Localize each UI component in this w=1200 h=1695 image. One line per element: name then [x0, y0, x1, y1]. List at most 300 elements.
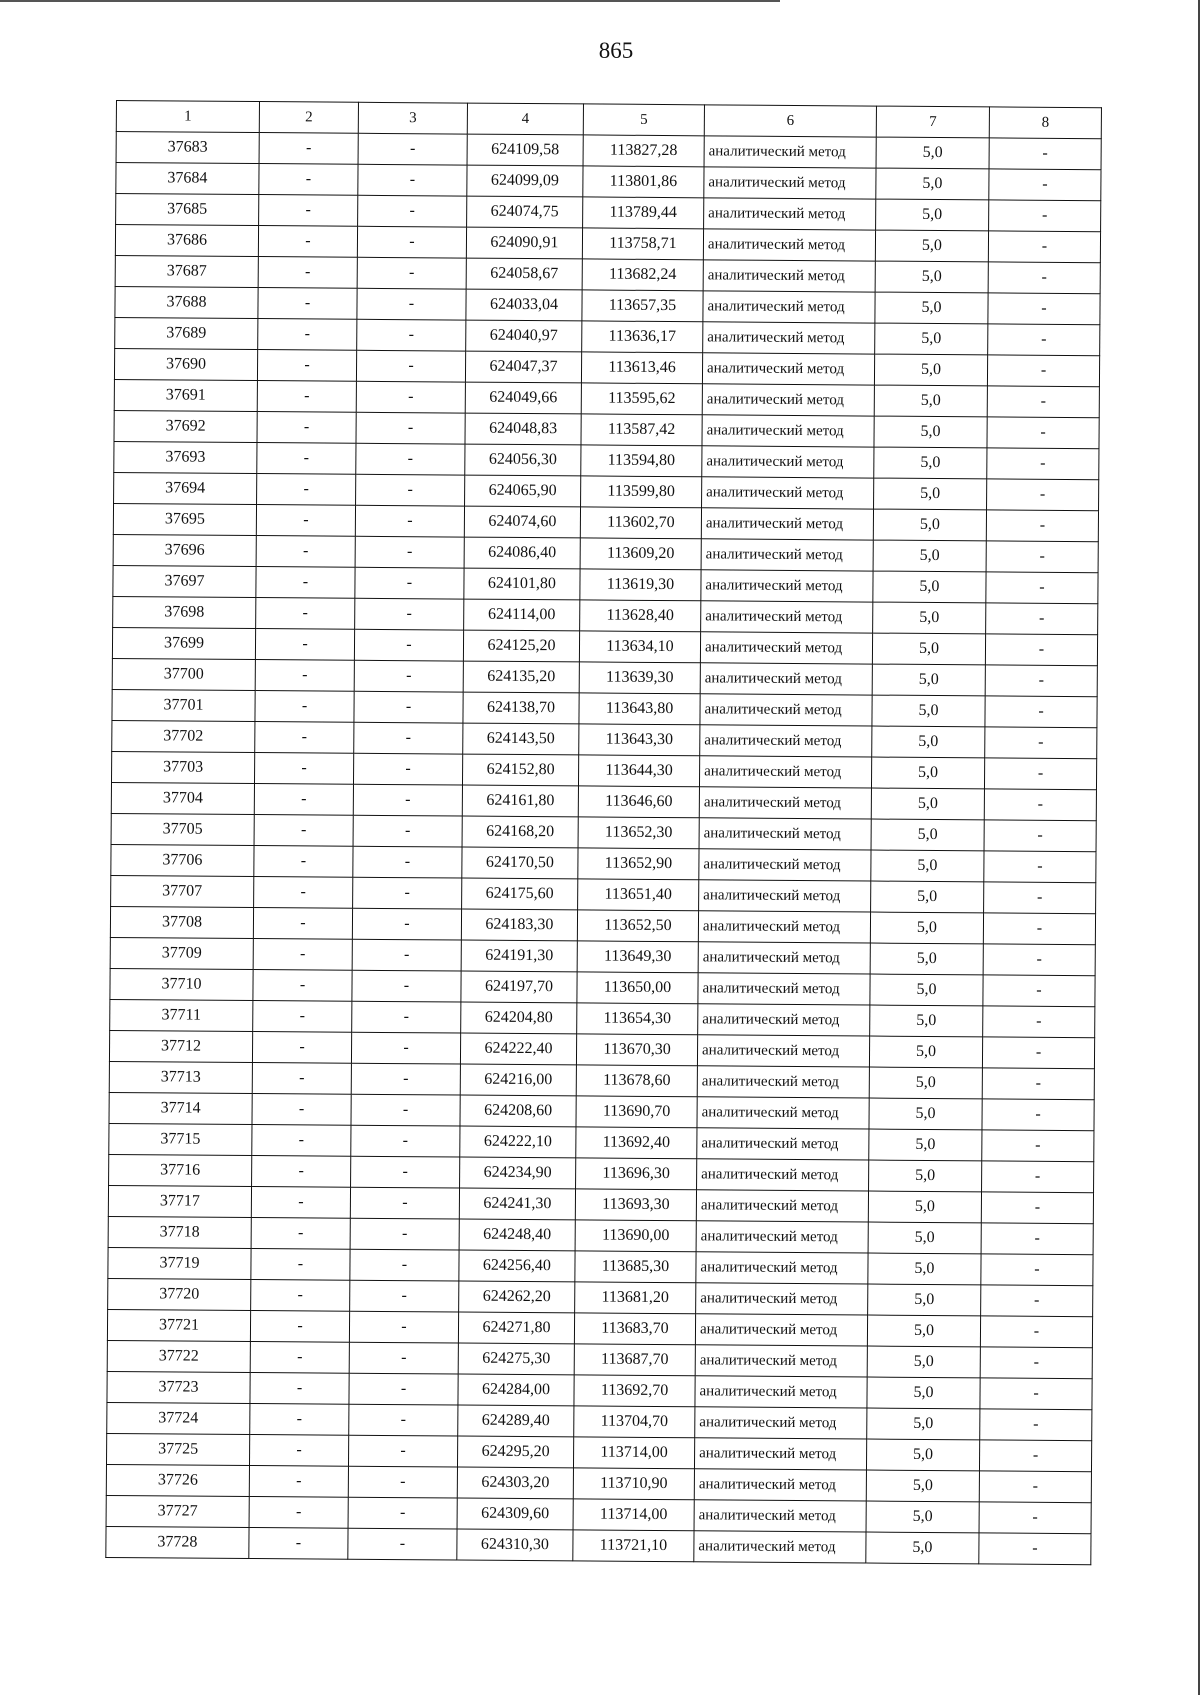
y-coordinate-cell: 113682,24	[582, 259, 703, 291]
x-coordinate-cell: 624135,20	[463, 661, 579, 693]
column-3-cell: -	[350, 1218, 459, 1250]
point-number-cell: 37704	[111, 782, 254, 814]
accuracy-cell: 5,0	[873, 602, 986, 634]
x-coordinate-cell: 624248,40	[459, 1219, 575, 1251]
point-number-cell: 37722	[107, 1340, 250, 1372]
accuracy-cell: 5,0	[871, 819, 984, 851]
accuracy-cell: 5,0	[876, 168, 989, 200]
column-8-cell: -	[986, 541, 1098, 573]
column-8-cell: -	[980, 1316, 1092, 1348]
column-8-cell: -	[983, 913, 1095, 945]
point-number-cell: 37718	[108, 1216, 251, 1248]
point-number-cell: 37687	[115, 255, 258, 287]
column-3-cell: -	[352, 1001, 461, 1033]
column-2-cell: -	[252, 1094, 351, 1126]
x-coordinate-cell: 624143,50	[463, 723, 579, 755]
column-8-cell: -	[983, 975, 1095, 1007]
x-coordinate-cell: 624065,90	[465, 475, 581, 507]
column-2-cell: -	[257, 350, 356, 382]
accuracy-cell: 5,0	[868, 1222, 981, 1254]
point-number-cell: 37685	[116, 194, 259, 226]
point-number-cell: 37708	[110, 906, 253, 938]
column-3-cell: -	[358, 164, 467, 196]
column-3-cell: -	[356, 412, 465, 444]
y-coordinate-cell: 113687,70	[574, 1344, 695, 1376]
x-coordinate-cell: 624074,75	[467, 196, 583, 228]
column-3-cell: -	[358, 133, 467, 165]
y-coordinate-cell: 113654,30	[577, 1003, 698, 1035]
column-8-cell: -	[987, 479, 1099, 511]
x-coordinate-cell: 624138,70	[463, 692, 579, 724]
column-2-cell: -	[254, 784, 353, 816]
column-3-cell: -	[350, 1280, 459, 1312]
column-3-cell: -	[348, 1528, 457, 1560]
accuracy-cell: 5,0	[872, 695, 985, 727]
column-3-cell: -	[352, 908, 461, 940]
method-cell: аналитический метод	[697, 1097, 869, 1129]
x-coordinate-cell: 624241,30	[459, 1188, 575, 1220]
point-number-cell: 37699	[112, 627, 255, 659]
column-8-cell: -	[981, 1254, 1093, 1286]
accuracy-cell: 5,0	[871, 881, 984, 913]
y-coordinate-cell: 113599,80	[581, 476, 702, 508]
column-8-cell: -	[981, 1192, 1093, 1224]
point-number-cell: 37721	[107, 1309, 250, 1341]
x-coordinate-cell: 624056,30	[465, 444, 581, 476]
column-3-cell: -	[356, 350, 465, 382]
y-coordinate-cell: 113801,86	[583, 166, 704, 198]
column-3-cell: -	[351, 1125, 460, 1157]
accuracy-cell: 5,0	[874, 354, 987, 386]
column-8-cell: -	[986, 510, 1098, 542]
method-cell: аналитический метод	[702, 477, 874, 509]
x-coordinate-cell: 624049,66	[465, 382, 581, 414]
x-coordinate-cell: 624048,83	[465, 413, 581, 445]
accuracy-cell: 5,0	[869, 1160, 982, 1192]
x-coordinate-cell: 624303,20	[457, 1467, 573, 1499]
x-coordinate-cell: 624271,80	[458, 1312, 574, 1344]
point-number-cell: 37689	[115, 317, 258, 349]
y-coordinate-cell: 113609,20	[580, 538, 701, 570]
column-2-cell: -	[256, 598, 355, 630]
x-coordinate-cell: 624152,80	[462, 754, 578, 786]
column-header: 6	[704, 105, 876, 137]
point-number-cell: 37711	[110, 999, 253, 1031]
point-number-cell: 37716	[109, 1154, 252, 1186]
column-2-cell: -	[253, 939, 352, 971]
accuracy-cell: 5,0	[866, 1532, 979, 1564]
column-2-cell: -	[249, 1528, 348, 1560]
accuracy-cell: 5,0	[870, 1005, 983, 1037]
accuracy-cell: 5,0	[867, 1346, 980, 1378]
column-2-cell: -	[259, 133, 358, 165]
column-8-cell: -	[985, 665, 1097, 697]
column-8-cell: -	[982, 1068, 1094, 1100]
column-3-cell: -	[349, 1373, 458, 1405]
column-3-cell: -	[351, 1032, 460, 1064]
column-2-cell: -	[251, 1280, 350, 1312]
point-number-cell: 37696	[113, 534, 256, 566]
column-3-cell: -	[353, 753, 462, 785]
method-cell: аналитический метод	[699, 818, 871, 850]
y-coordinate-cell: 113613,46	[581, 352, 702, 384]
point-number-cell: 37714	[109, 1092, 252, 1124]
method-cell: аналитический метод	[701, 508, 873, 540]
column-2-cell: -	[251, 1187, 350, 1219]
method-cell: аналитический метод	[698, 942, 870, 974]
point-number-cell: 37686	[115, 225, 258, 257]
x-coordinate-cell: 624309,60	[457, 1498, 573, 1530]
point-number-cell: 37691	[114, 379, 257, 411]
column-2-cell: -	[256, 567, 355, 599]
y-coordinate-cell: 113639,30	[579, 662, 700, 694]
point-number-cell: 37698	[113, 596, 256, 628]
accuracy-cell: 5,0	[875, 261, 988, 293]
column-8-cell: -	[981, 1223, 1093, 1255]
column-2-cell: -	[257, 412, 356, 444]
accuracy-cell: 5,0	[874, 385, 987, 417]
point-number-cell: 37713	[109, 1061, 252, 1093]
y-coordinate-cell: 113758,71	[582, 228, 703, 260]
column-8-cell: -	[984, 882, 1096, 914]
point-number-cell: 37728	[106, 1526, 249, 1558]
column-8-cell: -	[983, 1006, 1095, 1038]
column-8-cell: -	[984, 851, 1096, 883]
method-cell: аналитический метод	[695, 1407, 867, 1439]
column-3-cell: -	[356, 381, 465, 413]
method-cell: аналитический метод	[702, 446, 874, 478]
column-2-cell: -	[256, 505, 355, 537]
column-2-cell: -	[257, 443, 356, 475]
method-cell: аналитический метод	[700, 725, 872, 757]
column-2-cell: -	[255, 722, 354, 754]
column-8-cell: -	[989, 169, 1101, 201]
column-2-cell: -	[254, 753, 353, 785]
y-coordinate-cell: 113602,70	[580, 507, 701, 539]
column-2-cell: -	[257, 474, 356, 506]
method-cell: аналитический метод	[701, 601, 873, 633]
method-cell: аналитический метод	[700, 694, 872, 726]
point-number-cell: 37690	[114, 348, 257, 380]
method-cell: аналитический метод	[703, 291, 875, 323]
column-8-cell: -	[984, 758, 1096, 790]
accuracy-cell: 5,0	[871, 757, 984, 789]
column-8-cell: -	[979, 1533, 1091, 1565]
column-3-cell: -	[349, 1404, 458, 1436]
y-coordinate-cell: 113587,42	[581, 414, 702, 446]
column-2-cell: -	[249, 1466, 348, 1498]
method-cell: аналитический метод	[697, 1035, 869, 1067]
column-2-cell: -	[253, 908, 352, 940]
y-coordinate-cell: 113692,40	[576, 1127, 697, 1159]
column-3-cell: -	[351, 1094, 460, 1126]
column-3-cell: -	[356, 474, 465, 506]
column-header: 2	[259, 102, 358, 134]
column-3-cell: -	[353, 846, 462, 878]
y-coordinate-cell: 113652,30	[578, 817, 699, 849]
column-8-cell: -	[988, 262, 1100, 294]
column-3-cell: -	[357, 226, 466, 258]
column-3-cell: -	[352, 939, 461, 971]
column-3-cell: -	[353, 815, 462, 847]
accuracy-cell: 5,0	[868, 1253, 981, 1285]
column-3-cell: -	[356, 443, 465, 475]
x-coordinate-cell: 624114,00	[464, 599, 580, 631]
method-cell: аналитический метод	[696, 1283, 868, 1315]
y-coordinate-cell: 113652,50	[577, 910, 698, 942]
point-number-cell: 37724	[107, 1402, 250, 1434]
column-header: 7	[876, 106, 989, 138]
column-8-cell: -	[982, 1099, 1094, 1131]
point-number-cell: 37717	[108, 1185, 251, 1217]
method-cell: аналитический метод	[695, 1314, 867, 1346]
x-coordinate-cell: 624125,20	[463, 630, 579, 662]
y-coordinate-cell: 113652,90	[578, 848, 699, 880]
column-8-cell: -	[982, 1037, 1094, 1069]
point-number-cell: 37694	[114, 472, 257, 504]
x-coordinate-cell: 624058,67	[466, 258, 582, 290]
column-8-cell: -	[985, 634, 1097, 666]
method-cell: аналитический метод	[698, 911, 870, 943]
x-coordinate-cell: 624197,70	[461, 971, 577, 1003]
x-coordinate-cell: 624101,80	[464, 568, 580, 600]
column-3-cell: -	[354, 660, 463, 692]
method-cell: аналитический метод	[703, 229, 875, 261]
accuracy-cell: 5,0	[875, 292, 988, 324]
column-8-cell: -	[984, 789, 1096, 821]
column-3-cell: -	[357, 319, 466, 351]
method-cell: аналитический метод	[704, 167, 876, 199]
column-header: 8	[989, 107, 1101, 139]
column-8-cell: -	[984, 820, 1096, 852]
column-8-cell: -	[988, 231, 1100, 263]
x-coordinate-cell: 624191,30	[461, 940, 577, 972]
x-coordinate-cell: 624234,90	[460, 1157, 576, 1189]
accuracy-cell: 5,0	[875, 323, 988, 355]
column-header: 1	[116, 101, 259, 133]
method-cell: аналитический метод	[700, 663, 872, 695]
accuracy-cell: 5,0	[872, 664, 985, 696]
point-number-cell: 37705	[111, 813, 254, 845]
point-number-cell: 37693	[114, 441, 257, 473]
method-cell: аналитический метод	[694, 1531, 866, 1563]
column-header: 5	[583, 104, 704, 136]
accuracy-cell: 5,0	[871, 850, 984, 882]
method-cell: аналитический метод	[696, 1252, 868, 1284]
y-coordinate-cell: 113643,80	[579, 693, 700, 725]
column-3-cell: -	[350, 1187, 459, 1219]
point-number-cell: 37726	[106, 1464, 249, 1496]
column-2-cell: -	[250, 1373, 349, 1405]
point-number-cell: 37712	[109, 1030, 252, 1062]
accuracy-cell: 5,0	[868, 1191, 981, 1223]
accuracy-cell: 5,0	[866, 1470, 979, 1502]
column-3-cell: -	[358, 195, 467, 227]
column-3-cell: -	[349, 1342, 458, 1374]
coordinates-table	[105, 100, 1102, 1565]
column-2-cell: -	[250, 1404, 349, 1436]
method-cell: аналитический метод	[700, 632, 872, 664]
column-2-cell: -	[253, 970, 352, 1002]
column-3-cell: -	[354, 722, 463, 754]
accuracy-cell: 5,0	[867, 1315, 980, 1347]
column-3-cell: -	[354, 629, 463, 661]
point-number-cell: 37725	[106, 1433, 249, 1465]
column-2-cell: -	[252, 1032, 351, 1064]
method-cell: аналитический метод	[699, 787, 871, 819]
method-cell: аналитический метод	[695, 1345, 867, 1377]
x-coordinate-cell: 624074,60	[464, 506, 580, 538]
column-2-cell: -	[252, 1063, 351, 1095]
table-body	[106, 132, 1101, 1565]
method-cell: аналитический метод	[703, 260, 875, 292]
x-coordinate-cell: 624090,91	[466, 227, 582, 259]
table-row	[106, 1526, 1091, 1564]
x-coordinate-cell: 624295,20	[457, 1436, 573, 1468]
column-2-cell: -	[252, 1156, 351, 1188]
column-2-cell: -	[254, 846, 353, 878]
column-8-cell: -	[983, 944, 1095, 976]
y-coordinate-cell: 113714,00	[573, 1499, 694, 1531]
y-coordinate-cell: 113595,62	[581, 383, 702, 415]
column-2-cell: -	[250, 1342, 349, 1374]
y-coordinate-cell: 113678,60	[576, 1065, 697, 1097]
method-cell: аналитический метод	[698, 1004, 870, 1036]
accuracy-cell: 5,0	[874, 447, 987, 479]
column-3-cell: -	[351, 1063, 460, 1095]
method-cell: аналитический метод	[697, 1128, 869, 1160]
column-8-cell: -	[979, 1502, 1091, 1534]
x-coordinate-cell: 624204,80	[461, 1002, 577, 1034]
point-number-cell: 37719	[108, 1247, 251, 1279]
point-number-cell: 37709	[110, 937, 253, 969]
method-cell: аналитический метод	[697, 1066, 869, 1098]
column-2-cell: -	[258, 288, 357, 320]
method-cell: аналитический метод	[694, 1469, 866, 1501]
y-coordinate-cell: 113683,70	[574, 1313, 695, 1345]
y-coordinate-cell: 113670,30	[576, 1034, 697, 1066]
y-coordinate-cell: 113636,17	[582, 321, 703, 353]
column-3-cell: -	[357, 257, 466, 289]
y-coordinate-cell: 113789,44	[583, 197, 704, 229]
column-3-cell: -	[353, 877, 462, 909]
x-coordinate-cell: 624047,37	[465, 351, 581, 383]
y-coordinate-cell: 113693,30	[575, 1189, 696, 1221]
method-cell: аналитический метод	[699, 880, 871, 912]
column-2-cell: -	[259, 195, 358, 227]
point-number-cell: 37707	[111, 875, 254, 907]
column-2-cell: -	[254, 815, 353, 847]
y-coordinate-cell: 113710,90	[573, 1468, 694, 1500]
accuracy-cell: 5,0	[870, 912, 983, 944]
accuracy-cell: 5,0	[866, 1501, 979, 1533]
method-cell: аналитический метод	[701, 539, 873, 571]
column-8-cell: -	[988, 293, 1100, 325]
accuracy-cell: 5,0	[867, 1377, 980, 1409]
x-coordinate-cell: 624208,60	[460, 1095, 576, 1127]
method-cell: аналитический метод	[696, 1221, 868, 1253]
column-3-cell: -	[348, 1497, 457, 1529]
column-3-cell: -	[348, 1466, 457, 1498]
column-2-cell: -	[258, 257, 357, 289]
y-coordinate-cell: 113690,70	[576, 1096, 697, 1128]
x-coordinate-cell: 624040,97	[466, 320, 582, 352]
accuracy-cell: 5,0	[873, 540, 986, 572]
column-8-cell: -	[979, 1471, 1091, 1503]
column-2-cell: -	[255, 660, 354, 692]
column-2-cell: -	[252, 1125, 351, 1157]
column-2-cell: -	[249, 1497, 348, 1529]
column-3-cell: -	[355, 598, 464, 630]
x-coordinate-cell: 624086,40	[464, 537, 580, 569]
method-cell: аналитический метод	[704, 136, 876, 168]
column-2-cell: -	[251, 1218, 350, 1250]
column-3-cell: -	[352, 970, 461, 1002]
point-number-cell: 37715	[109, 1123, 252, 1155]
point-number-cell: 37710	[110, 968, 253, 1000]
column-8-cell: -	[987, 417, 1099, 449]
column-8-cell: -	[987, 355, 1099, 387]
method-cell: аналитический метод	[697, 1159, 869, 1191]
accuracy-cell: 5,0	[867, 1408, 980, 1440]
accuracy-cell: 5,0	[869, 1098, 982, 1130]
x-coordinate-cell: 624284,00	[458, 1374, 574, 1406]
point-number-cell: 37683	[116, 132, 259, 164]
method-cell: аналитический метод	[702, 384, 874, 416]
column-8-cell: -	[987, 448, 1099, 480]
scan-edge-top	[0, 0, 780, 2]
column-8-cell: -	[988, 324, 1100, 356]
column-8-cell: -	[980, 1347, 1092, 1379]
point-number-cell: 37688	[115, 286, 258, 318]
accuracy-cell: 5,0	[874, 478, 987, 510]
y-coordinate-cell: 113619,30	[580, 569, 701, 601]
y-coordinate-cell: 113657,35	[582, 290, 703, 322]
column-3-cell: -	[357, 288, 466, 320]
method-cell: аналитический метод	[698, 973, 870, 1005]
method-cell: аналитический метод	[694, 1438, 866, 1470]
column-2-cell: -	[251, 1249, 350, 1281]
accuracy-cell: 5,0	[868, 1284, 981, 1316]
x-coordinate-cell: 624310,30	[457, 1529, 573, 1561]
x-coordinate-cell: 624175,60	[462, 878, 578, 910]
y-coordinate-cell: 113644,30	[578, 755, 699, 787]
x-coordinate-cell: 624161,80	[462, 785, 578, 817]
column-2-cell: -	[254, 877, 353, 909]
point-number-cell: 37700	[112, 658, 255, 690]
y-coordinate-cell: 113690,00	[575, 1220, 696, 1252]
point-number-cell: 37697	[113, 565, 256, 597]
x-coordinate-cell: 624275,30	[458, 1343, 574, 1375]
column-8-cell: -	[982, 1130, 1094, 1162]
accuracy-cell: 5,0	[876, 137, 989, 169]
method-cell: аналитический метод	[704, 198, 876, 230]
column-8-cell: -	[985, 696, 1097, 728]
column-8-cell: -	[985, 727, 1097, 759]
x-coordinate-cell: 624099,09	[467, 165, 583, 197]
y-coordinate-cell: 113721,10	[573, 1530, 694, 1562]
column-8-cell: -	[989, 138, 1101, 170]
method-cell: аналитический метод	[696, 1190, 868, 1222]
column-header: 4	[467, 103, 583, 135]
point-number-cell: 37703	[111, 751, 254, 783]
accuracy-cell: 5,0	[869, 1067, 982, 1099]
accuracy-cell: 5,0	[875, 230, 988, 262]
x-coordinate-cell: 624033,04	[466, 289, 582, 321]
column-2-cell: -	[257, 381, 356, 413]
accuracy-cell: 5,0	[872, 633, 985, 665]
point-number-cell: 37702	[112, 720, 255, 752]
